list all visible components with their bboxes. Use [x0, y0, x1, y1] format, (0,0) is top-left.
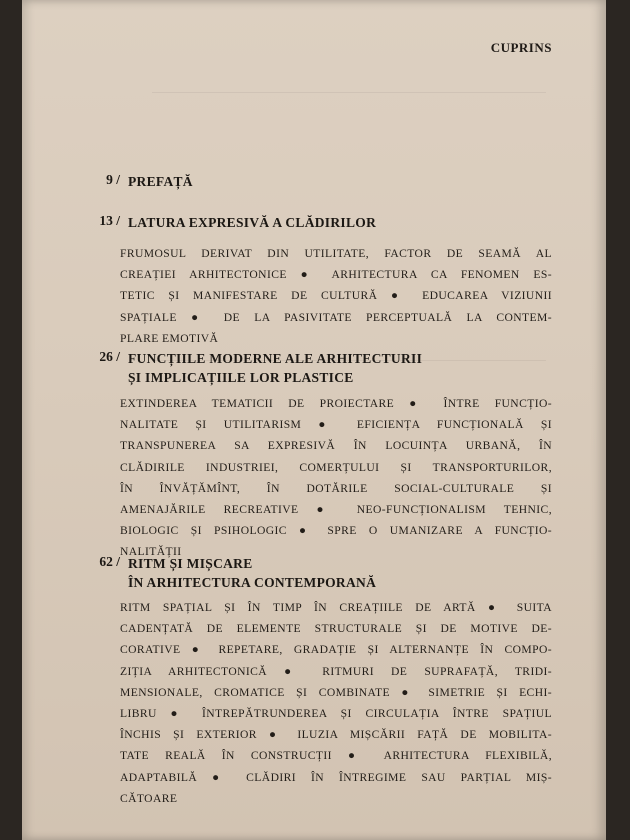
- summary-line: ÎN ÎNVĂȚĂMÎNT, ÎN DOTĂRILE SOCIAL-CULTURALE ȘI: [120, 481, 552, 495]
- chapter-title: [128, 172, 193, 191]
- title-line: PREFAȚĂ: [128, 174, 193, 189]
- summary-line: TATE REALĂ ÎN CONSTRUCȚII ● ARHITECTURA FLEXIBILĂ,: [120, 749, 552, 763]
- summary-line: SPAȚIALE ● DE LA PASIVITATE PERCEPTUALĂ LA CONTEM-: [120, 310, 552, 324]
- summary-line: TRANSPUNEREA SA EXPRESIVĂ ÎN LOCUINȚA URBANĂ, ÎN: [120, 439, 552, 453]
- summary-line: CORATIVE ● REPETARE, GRADAȚIE ȘI ALTERNANȚE ÎN COMPO-: [120, 643, 552, 657]
- chapter-summary: [120, 393, 552, 563]
- summary-line: PLARE EMOTIVĂ: [120, 331, 219, 345]
- page-number: 9 /: [106, 172, 120, 187]
- summary-line: CĂTOARE: [120, 791, 178, 805]
- summary-line: NALITĂȚII: [120, 545, 182, 559]
- book-page: [22, 0, 606, 840]
- summary-line: ZIȚIA ARHITECTONICĂ ● RITMURI DE SUPRAFAȚĂ, TRIDI-: [120, 664, 552, 678]
- chapter-summary: [120, 243, 552, 349]
- summary-line: ÎNCHIS ȘI EXTERIOR ● ILUZIA MIȘCĂRII FAȚĂ DE MOBILITA-: [120, 728, 552, 742]
- title-line: ȘI IMPLICAȚIILE LOR PLASTICE: [128, 370, 354, 385]
- chapter-title: [128, 213, 376, 232]
- bleed-through: [152, 92, 546, 93]
- title-line: LATURA EXPRESIVĂ A CLĂDIRILOR: [128, 215, 377, 230]
- summary-line: LIBRU ● ÎNTREPĂTRUNDEREA ȘI CIRCULAȚIA ÎNTRE SPAȚIUL: [120, 707, 552, 721]
- summary-line: CADENȚATĂ DE ELEMENTE STRUCTURALE ȘI DE MOTIVE DE-: [120, 622, 552, 636]
- chapter-title: [128, 349, 422, 387]
- page-number: 62 /: [99, 554, 120, 569]
- summary-line: CREAȚIEI ARHITECTONICE ● ARHITECTURA CA FENOMEN ES-: [120, 268, 552, 282]
- chapter-title: [128, 554, 376, 592]
- summary-line: ADAPTABILĂ ● CLĂDIRI ÎN ÎNTREGIME SAU PARȚIAL MIȘ-: [120, 770, 552, 784]
- summary-line: FRUMOSUL DERIVAT DIN UTILITATE, FACTOR DE SEAMĂ AL: [120, 247, 552, 260]
- summary-line: CLĂDIRILE INDUSTRIEI, COMERȚULUI ȘI TRANSPORTURILOR,: [120, 460, 552, 474]
- page-number: 26 /: [99, 349, 120, 364]
- summary-line: AMENAJĂRILE RECREATIVE ● NEO-FUNCȚIONALISM TEHNIC,: [120, 503, 552, 517]
- summary-line: NALITATE ȘI UTILITARISM ● EFICIENȚA FUNCȚIONALĂ ȘI: [120, 418, 552, 432]
- page-number: 13 /: [99, 213, 120, 228]
- page-header: CUPRINS: [490, 40, 552, 55]
- title-line: FUNCȚIILE MODERNE ALE ARHITECTURII: [128, 351, 423, 366]
- summary-line: EXTINDEREA TEMATICII DE PROIECTARE ● ÎNTRE FUNCȚIO-: [120, 397, 552, 410]
- summary-line: TETIC ȘI MANIFESTARE DE CULTURĂ ● EDUCAREA VIZIUNII: [120, 289, 552, 303]
- summary-line: BIOLOGIC ȘI PSIHOLOGIC ● SPRE O UMANIZARE A FUNCȚIO-: [120, 524, 552, 538]
- summary-line: MENSIONALE, CROMATICE ȘI COMBINATE ● SIMETRIE ȘI ECHI-: [120, 685, 552, 699]
- chapter-summary: [120, 597, 552, 809]
- summary-line: RITM SPAȚIAL ȘI ÎN TIMP ÎN CREAȚIILE DE ARTĂ ● SUITA: [120, 601, 552, 614]
- title-line: RITM ȘI MIȘCARE: [128, 556, 253, 571]
- title-line: ÎN ARHITECTURA CONTEMPORANĂ: [128, 575, 377, 590]
